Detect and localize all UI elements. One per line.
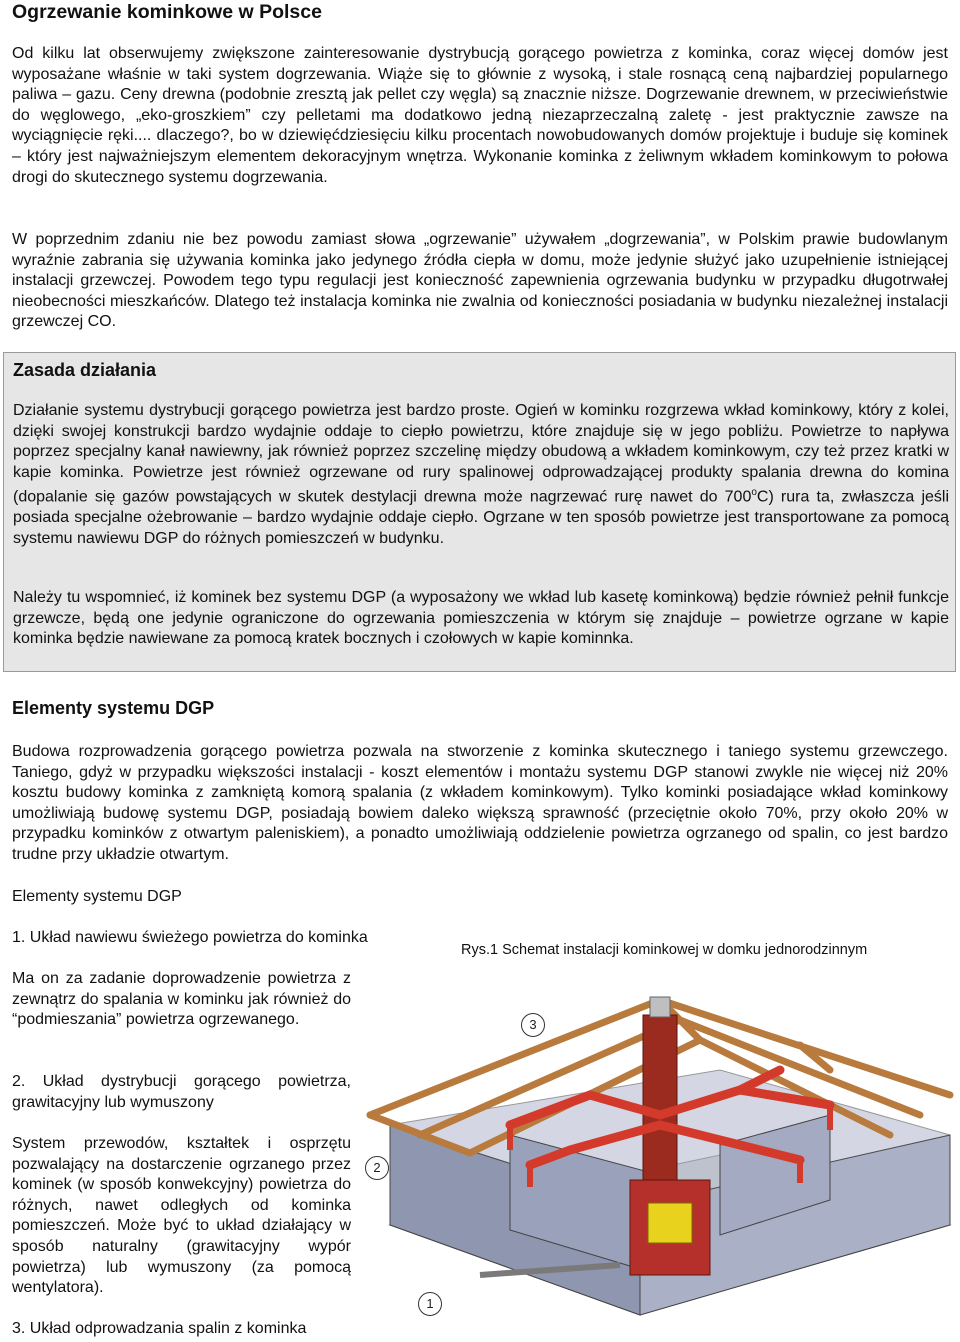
house-diagram — [360, 975, 956, 1337]
principle-section — [3, 352, 956, 672]
chimney-cap — [650, 997, 670, 1017]
elements-heading: Elementy systemu DGP — [12, 698, 215, 718]
fireplace-insert — [648, 1203, 692, 1243]
item-2-text: System przewodów, kształtek i osprzętu pozwalający na dostarczenie ogrzanego przez kominek (w sposób konwekcyjny) powietrza do różnych, nawet odległych od kominka pomieszczeń. Może być to układ działający w sposób naturalny (grawitacyjny wypór powietrza) lub wymuszony (za pomocą wentylatora). — [12, 1135, 351, 1297]
figure-caption: Rys.1 Schemat instalacji kominkowej w domku jednorodzinnym — [461, 942, 868, 958]
principle-paragraph-2: Należy tu wspomnieć, iż kominek bez systemu DGP (a wyposażony we wkład lub kasetę kominkową) będzie również pełnił funkcje grzewcze, będą one jedynie ograniczone do ogrzewania pomieszczenia w którym się znajduje – powietrze ogrzane w kapie kominka będzie nawiewane za pomocą kratek bocznych i czołowych w kapie kominnka. — [13, 589, 949, 648]
degree-sup: o — [751, 487, 757, 499]
item-1-title: 1. Układ nawiewu świeżego powietrza do kominka — [12, 929, 368, 946]
figure-label-2: 2 — [365, 1156, 389, 1180]
elements-paragraph: Budowa rozprowadzenia gorącego powietrza pozwala na stworzenie z kominka skutecznego i taniego systemu grzewczego. Taniego, gdyż w przypadku większości instalacji - koszt elementów i montażu systemu DGP stanowi zwykle nie więcej niż 20% kosztu budowy kominka z zamkniętą komorą spalania (z wkładem kominkowym). Tylko kominki posiadające wkład kominkowy umożliwiają budowę systemu DGP, posiadają bowiem daleko większą sprawność (przeciętnie około 70%, przy około 20% w przypadku kominków z otwartym paleniskiem), a ponadto umożliwiają oddzielenie powietrza ogrzanego od spalin, co jest bardzo trudne przy układzie otwartym. — [12, 743, 948, 863]
principle-heading: Zasada działania — [13, 360, 157, 380]
intro-paragraph-1: Od kilku lat obserwujemy zwiększone zainteresowanie dystrybucją gorącego powietrza z kominka, coraz więcej domów jest wyposażane właśnie w taki system dogrzewania. Wiąże się to głównie z wysoką, i stale rosnącą ceną najbardziej popularnego paliwa – gazu. Ceny drewna (podobnie zresztą jak pellet czy węgla) są znacznie niższe. Dogrzewanie drewnem, w przeciwieństwie do węglowego, „eko-groszkiem” czy pelletami ma dodatkowo jedną niezaprzeczalną zaletę - jest praktycznie zawsze na wyciągnięcie ręki.... dlaczego?, bo w dziewięćdziesięciu kilku procentach nowobudowanych domów projektuje i buduje się kominek – który jest najważniejszym elementem dekoracyjnym wnętrza. Wykonanie kominka z żeliwnym wkładem kominkowym to połowa drogi do skutecznego systemu dogrzewania. — [12, 45, 948, 186]
principle-text-b: C) rura ta, zwłaszcza jeśli posiada specjalne ożebrowanie – bardzo wydajnie oddaje ciepło. Ogrzane w ten sposób powietrze jest transportowane za pomocą systemu nawiewu DGP do różnych pomieszczeń w budynku. — [13, 488, 950, 547]
item-3-title: 3. Układ odprowadzania spalin z kominka — [12, 1320, 307, 1337]
item-1-text: Ma on za zadanie doprowadzenie powietrza z zewnątrz do spalania w kominku jak również do “podmieszania” powietrza ogrzewanego. — [12, 970, 351, 1029]
intro-paragraph-2: W poprzednim zdaniu nie bez powodu zamiast słowa „ogrzewanie” używałem „dogrzewania”, w Polskim prawie budowlanym wyraźnie zabrania się używania kominka jako jedynego źródła ciepła w domu, może jedynie służyć jako uzupełnienie istniejącej instalacji grzewczej. Powodem tego typu regulacji jest konieczność zapewnienia ogrzewania budynku w przypadku długotrwałej nieobecności mieszkańców. Dlatego też instalacja kominka nie zwalnia od konieczności posiadania w budynku niezależnej instalacji grzewczej CO. — [12, 231, 948, 331]
page-title: Ogrzewanie kominkowe w Polsce — [12, 1, 322, 23]
chimney — [643, 1015, 677, 1185]
house-installation-figure — [360, 975, 956, 1337]
principle-paragraph-1 — [13, 401, 949, 549]
principle-text-a: Działanie systemu dystrybucji gorącego powietrza jest bardzo proste. Ogień w kominku rozgrzewa wkład kominkowy, który z kolei, dzięki swojej konstrukcji bardzo wydajnie oddaje to ciepło powietrzu, które znajduje się w jego pobliżu. Powietrze to napływa poprzez specjalny kanał nawiewny, jak również poprzez szczelinę między obudową a wkładem kominkowym, czy też przez kratki w kapie kominka. Powietrze jest również ogrzewane od rury spalinowej odprowadzającej produkty spalania drewna do komina (dopalanie się gazów powstających w skutek destylacji drewna może nagrzewać rurę nawet do 700 — [13, 402, 949, 506]
figure-label-3: 3 — [521, 1013, 545, 1037]
item-2-title: 2. Układ dystrybucji gorącego powietrza, grawitacyjny lub wymuszony — [12, 1073, 351, 1111]
elements-list-title: Elementy systemu DGP — [12, 888, 182, 905]
figure-label-1: 1 — [418, 1292, 442, 1316]
